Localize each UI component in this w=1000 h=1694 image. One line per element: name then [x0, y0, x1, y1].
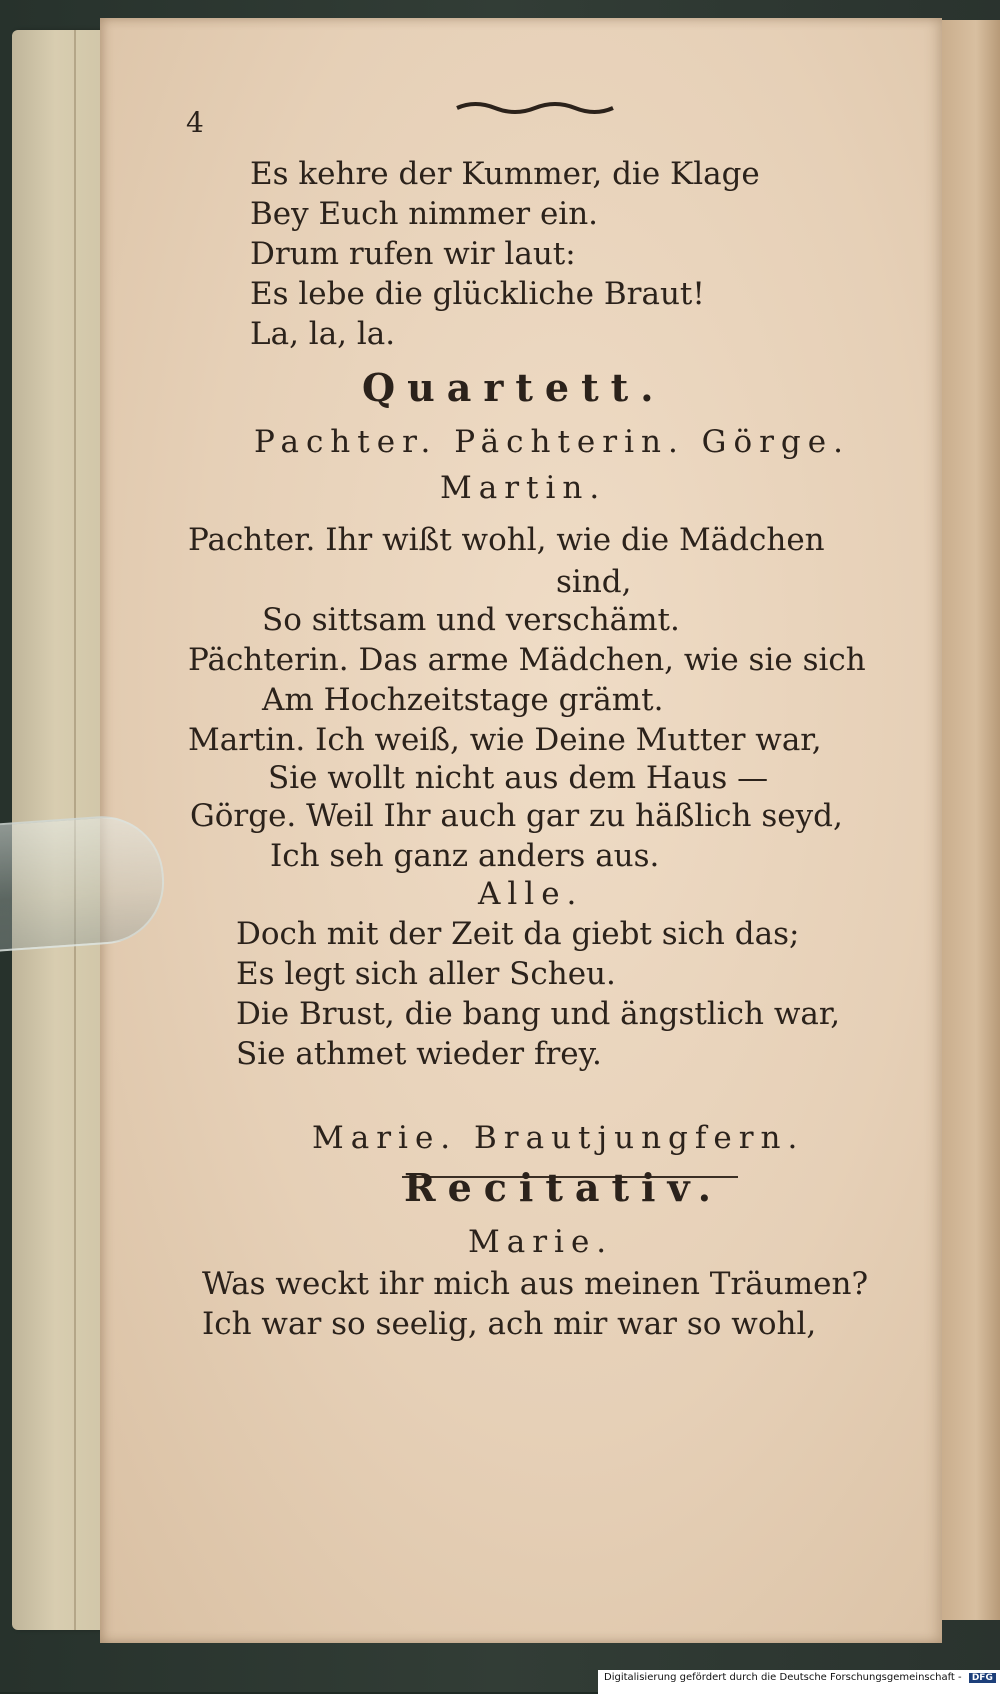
dialogue-line: Martin. Ich weiß, wie Deine Mutter war, [188, 722, 822, 758]
verse-line: Es legt sich aller Scheu. [236, 956, 616, 992]
ornament-divider [455, 100, 615, 116]
verse-line: Bey Euch nimmer ein. [250, 196, 599, 232]
verse-line: Drum rufen wir laut: [250, 236, 576, 272]
verse-line: Es kehre der Kummer, die Klage [250, 156, 760, 192]
verse-line: Doch mit der Zeit da giebt sich das; [236, 916, 800, 952]
speaker-label: Marie. [468, 1224, 614, 1260]
dialogue-line: sind, [556, 564, 632, 600]
digitization-footer [598, 1670, 1000, 1694]
dfg-logo: DFG [969, 1673, 996, 1683]
character-list: Pachter. Pächterin. Görge. [254, 424, 850, 460]
page-number: 4 [186, 106, 204, 139]
dialogue-line: Pächterin. Das arme Mädchen, wie sie sich [188, 642, 866, 678]
verse-line: Sie athmet wieder frey. [236, 1036, 602, 1072]
dialogue-line: So sittsam und verschämt. [262, 602, 680, 638]
dialogue-line: Pachter. Ihr wißt wohl, wie die Mädchen [188, 522, 825, 558]
section-heading: Quartett. [362, 365, 666, 410]
dialogue-line: Sie wollt nicht aus dem Haus — [268, 760, 769, 796]
dialogue-line: Görge. Weil Ihr auch gar zu häßlich seyd, [190, 798, 843, 834]
facing-page-edge [940, 20, 1000, 1620]
dialogue-line: Was weckt ihr mich aus meinen Träumen? [202, 1266, 869, 1302]
character-list: Martin. [440, 470, 607, 506]
verse-line: La, la, la. [250, 316, 396, 352]
section-heading: Recitativ. [404, 1165, 723, 1210]
speaker-label: Alle. [478, 876, 584, 912]
dialogue-line: Am Hochzeitstage grämt. [262, 682, 664, 718]
verse-line: Die Brust, die bang und ängstlich war, [236, 996, 841, 1032]
character-list: Marie. Brautjungfern. [312, 1120, 805, 1156]
verse-line: Es lebe die glückliche Braut! [250, 276, 705, 312]
dialogue-line: Ich war so seelig, ach mir war so wohl, [202, 1306, 817, 1342]
footer-text: Digitalisierung gefördert durch die Deutsche Forschungsgemeinschaft - [604, 1672, 962, 1683]
dialogue-line: Ich seh ganz anders aus. [270, 838, 660, 874]
